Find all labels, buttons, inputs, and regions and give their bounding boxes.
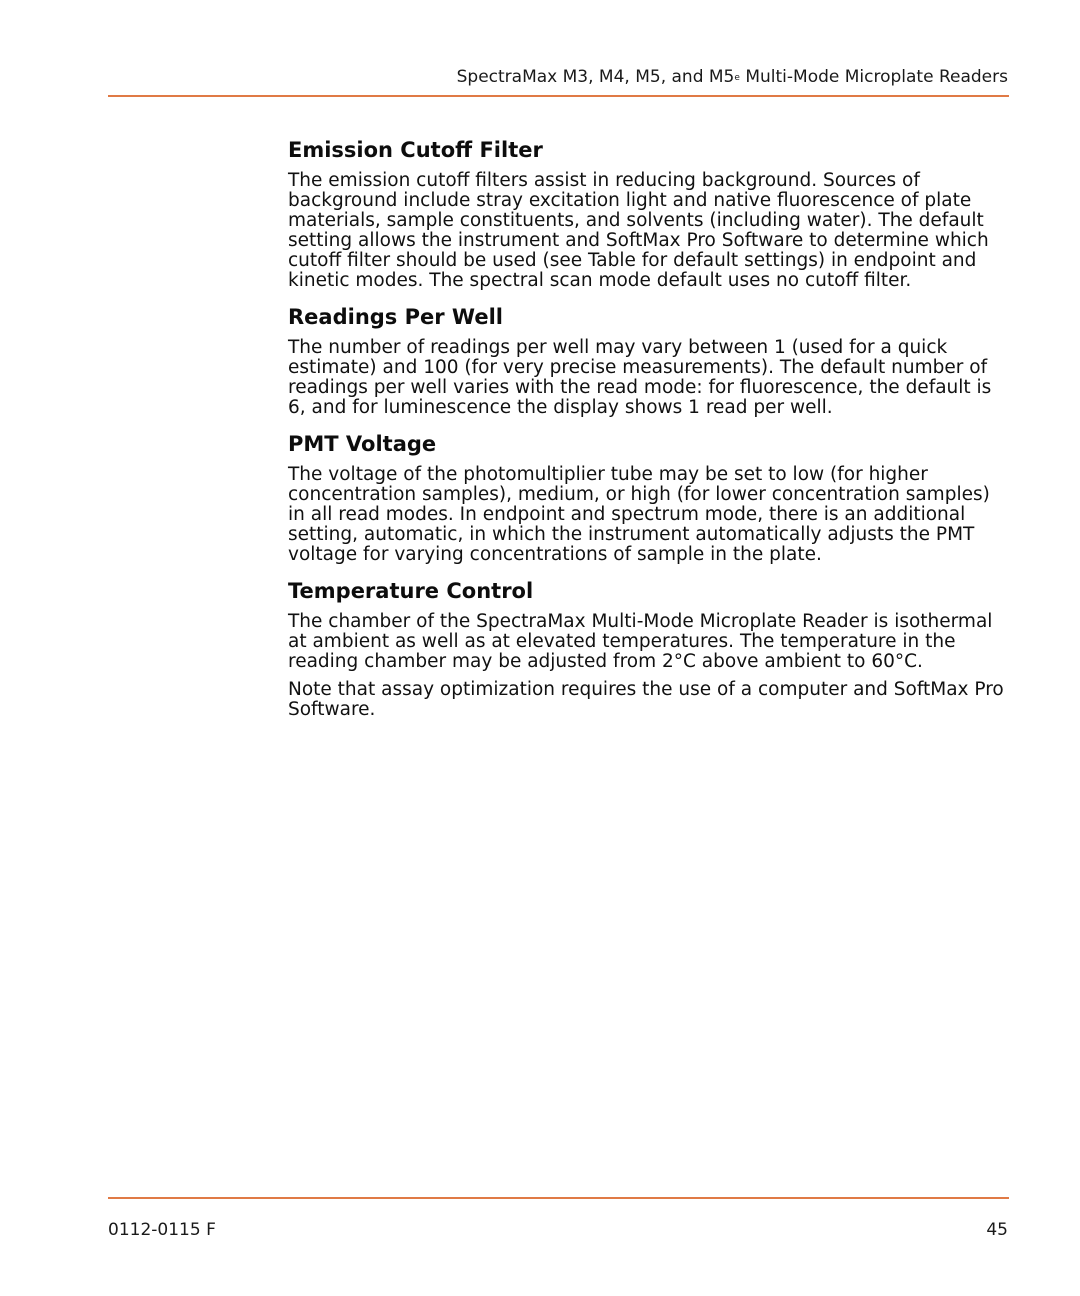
header-title-main: SpectraMax M3, M4, M5, and M5: [456, 67, 735, 87]
header-title-superscript: e: [734, 73, 740, 83]
page-number: 45: [986, 1220, 1008, 1240]
section-heading: Emission Cutoff Filter: [288, 138, 543, 162]
section-temperature-control: [288, 577, 1010, 720]
running-header: [108, 66, 1008, 88]
section-emission-cutoff-filter: [288, 136, 1010, 291]
page-body: [288, 136, 1010, 728]
section-paragraph: The voltage of the photomultiplier tube may be set to low (for higher concentration samples), medium, or high (for lower concentration samples) in all read modes. In endpoint and spectrum mode, there is an additional setting, automatic, in which the instrument automatically adjusts the PMT voltage for varying concentrations of sample in the plate.: [288, 464, 990, 565]
document-number: 0112-0115 F: [108, 1220, 216, 1240]
section-paragraph: Note that assay optimization requires the use of a computer and SoftMax Pro Software.: [288, 679, 1004, 720]
section-heading: PMT Voltage: [288, 432, 437, 456]
header-title-end: Multi-Mode Microplate Readers: [739, 67, 1008, 87]
section-paragraph: The number of readings per well may vary between 1 (used for a quick estimate) and 100 (for very precise measurements). The default number of readings per well varies with the read mode: for fluorescence, the default is 6, and for luminescence the display shows 1 read per well.: [288, 337, 992, 418]
footer-rule: [108, 1197, 1009, 1199]
section-paragraph: The chamber of the SpectraMax Multi-Mode Microplate Reader is isothermal at ambient as well as at elevated temperatures. The temperature in the reading chamber may be adjusted from 2°C above ambient to 60°C.: [288, 611, 993, 672]
section-paragraph: The emission cutoff filters assist in reducing background. Sources of background include stray excitation light and native fluorescence of plate materials, sample constituents, and solvents (including water). The default setting allows the instrument and SoftMax Pro Software to determine which cutoff filter should be used (see Table for default settings) in endpoint and kinetic modes. The spectral scan mode default uses no cutoff filter.: [288, 170, 989, 291]
header-rule: [108, 95, 1009, 97]
section-readings-per-well: [288, 303, 1010, 418]
section-heading: Readings Per Well: [288, 305, 503, 329]
section-heading: Temperature Control: [288, 579, 534, 603]
section-pmt-voltage: [288, 430, 1010, 565]
